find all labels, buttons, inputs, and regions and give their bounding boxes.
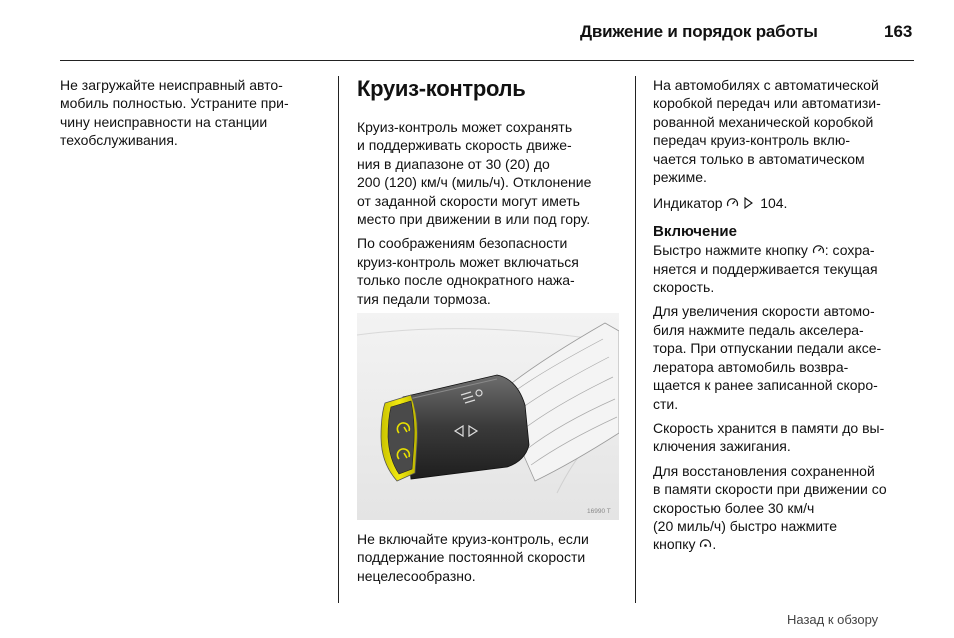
paragraph: На автомобилях с автоматической коробкой передач или автоматизи- рованной механической коробкой передач круиз-контроль вклю- чается только в автоматическом режиме. bbox=[653, 77, 881, 186]
paragraph bbox=[653, 462, 917, 554]
back-to-overview-link[interactable]: Назад к обзору bbox=[787, 612, 879, 627]
indicator-page-ref: 104. bbox=[756, 195, 788, 212]
paragraph: Для увеличения скорости автомо- биля нажмите педаль акселера- тора. При отпускании педали аксе- лератора автомобиль возвра- щается к ранее записанной скоро- сти. bbox=[653, 303, 882, 412]
cruise-control-icon bbox=[726, 195, 739, 207]
enable-text: Быстро нажмите кнопку bbox=[653, 242, 812, 259]
cruise-resume-icon bbox=[699, 536, 712, 548]
indicator-text: Индикатор bbox=[653, 195, 727, 212]
header-divider bbox=[60, 60, 914, 61]
section-title: Круиз-контроль bbox=[357, 76, 526, 101]
paragraph: Не включайте круиз-контроль, если поддержание постоянной скорости нецелесообразно. bbox=[357, 531, 589, 584]
indicator-line bbox=[653, 194, 917, 212]
resume-text-end: . bbox=[712, 536, 717, 553]
paragraph bbox=[653, 241, 917, 296]
column-middle-bottom bbox=[357, 530, 622, 591]
column-divider-left bbox=[338, 76, 339, 603]
stalk-drawing bbox=[357, 313, 619, 520]
paragraph: Не загружайте неисправный авто- мобиль полностью. Устраните при- чину неисправности на станции техобслуживания. bbox=[60, 77, 289, 149]
column-divider-right bbox=[635, 76, 636, 603]
paragraph: Круиз-контроль может сохранять и поддерживать скорость движе- ния в диапазоне от 30 (20) до 200 (120) км/ч (миль/ч). Отклонение от заданной скорости могут иметь место при движении в или под гору. bbox=[357, 119, 592, 228]
enable-text-rest: : сохра- няется и поддерживается текущая скорость. bbox=[653, 242, 878, 296]
running-header: Движение и порядок работы bbox=[580, 22, 818, 41]
paragraph: Скорость хранится в памяти до вы- ключения зажигания. bbox=[653, 419, 885, 455]
page-number: 163 bbox=[884, 22, 913, 41]
column-middle bbox=[357, 118, 622, 314]
figure-reference: 16990 T bbox=[587, 508, 611, 515]
paragraph: По соображениям безопасности круиз-контроль может включаться только после однократного нажа- тия педали тормоза. bbox=[357, 235, 579, 307]
resume-text: Для восстановления сохраненной в памяти скорости при движении со скоростью более 30 км/ч (20 миль/ч) быстро нажмите кнопку bbox=[653, 462, 887, 553]
subheading-enable: Включение bbox=[653, 222, 737, 240]
cruise-resume-icon bbox=[812, 242, 825, 254]
column-right bbox=[653, 76, 917, 560]
page-reference-arrow-icon[interactable] bbox=[743, 195, 756, 207]
column-left bbox=[60, 76, 322, 156]
cruise-control-stalk-illustration bbox=[357, 313, 619, 520]
